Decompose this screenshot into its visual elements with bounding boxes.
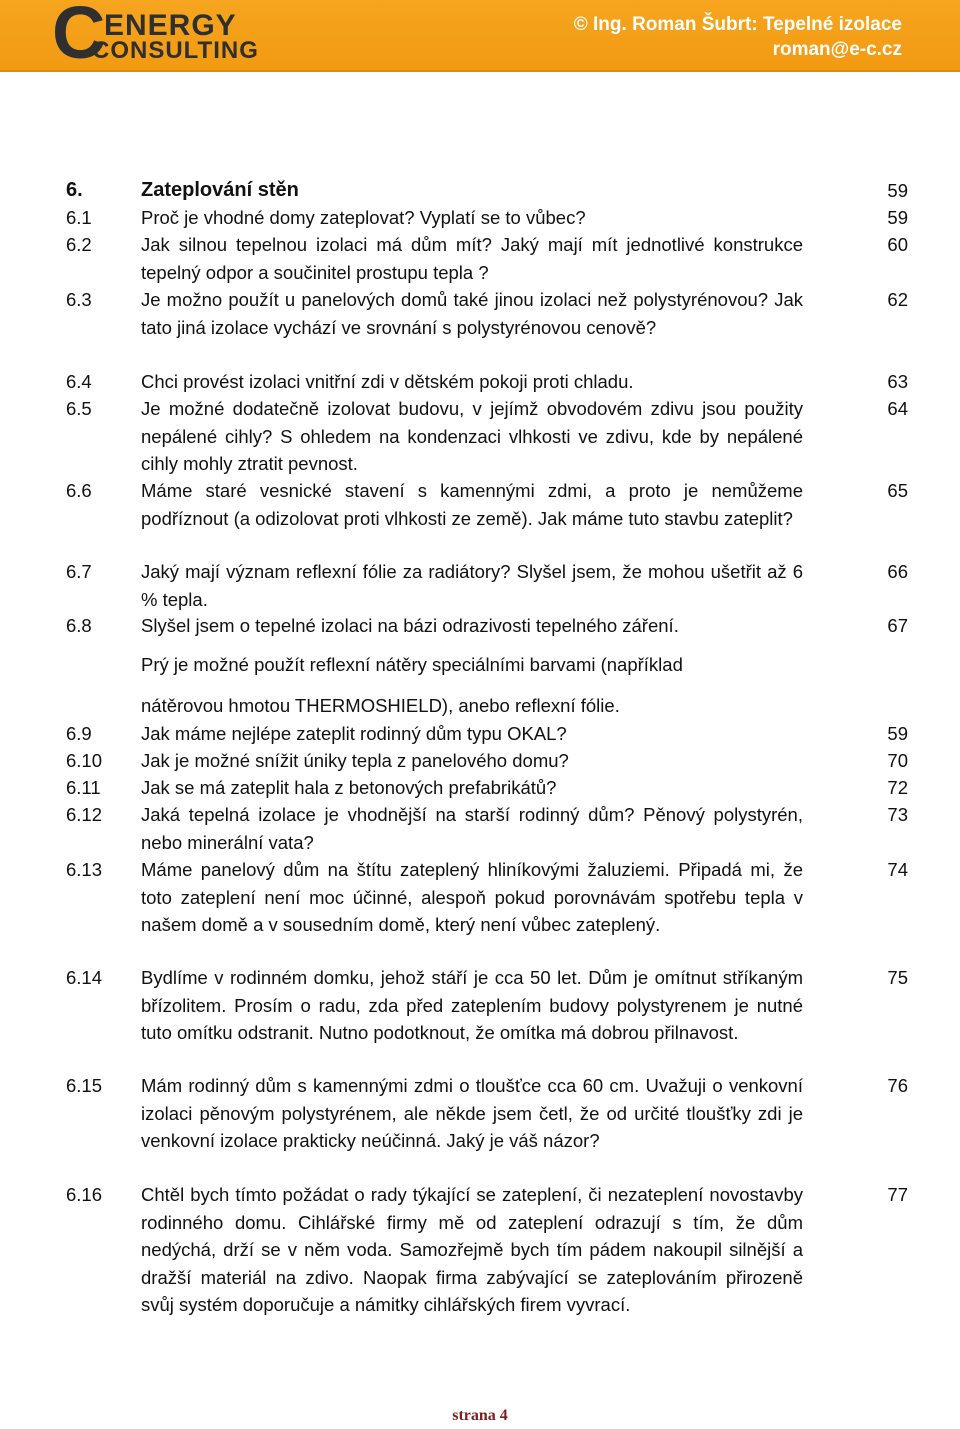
toc-title: Máme staré vesnické stavení s kamennými zdmi, a proto je nemůžeme podříznout (a odizolovat proti vlhkosti ze země). Jak máme tuto stavbu zateplit? — [141, 480, 803, 529]
toc-page: 74 — [887, 859, 908, 880]
company-logo — [52, 0, 259, 74]
toc-page: 67 — [887, 615, 908, 636]
header-email: roman@e-c.cz — [772, 39, 902, 60]
toc-page: 64 — [887, 398, 908, 419]
toc-title: Chtěl bych tímto požádat o rady týkající se zateplení, či nezateplení novostavby rodinného domu. Cihlářské firmy mě od zateplení odrazují s tím, že dům nedýchá, drží se v něm voda. Samozřejmě bych tím pádem nakoupil silnější a dražší materiál na zdivo. Naopak firma zabývající se zateplováním přirozeně svůj systém doporučuje a námitky cihlářských firem vyvrací. — [141, 1184, 803, 1315]
toc-number: 6.13 — [66, 859, 103, 880]
toc-title: Jak silnou tepelnou izolaci má dům mít? Jaký mají mít jednotlivé konstrukce tepelný odpor a součinitel prostupu tepla ? — [141, 234, 803, 283]
toc-title: Jaký mají význam reflexní fólie za radiátory? Slyšel jsem, že mohou ušetřit až 6 % tepla. — [141, 561, 803, 610]
toc-number: 6.8 — [66, 615, 92, 636]
toc-page: 63 — [887, 371, 908, 392]
toc-number: 6.12 — [66, 804, 103, 825]
toc-number: 6. — [66, 179, 83, 201]
toc-title: Je možné dodatečně izolovat budovu, v jejímž obvodovém zdivu jsou použity nepálené cihly? S ohledem na kondenzaci vlhkosti ve zdivu, kde by nepálené cihly mohly ztratit pevnost. — [141, 398, 803, 474]
toc-title: Proč je vhodné domy zateplovat? Vyplatí se to vůbec? — [141, 207, 586, 228]
toc-number: 6.3 — [66, 289, 92, 310]
toc-number: 6.6 — [66, 480, 92, 501]
toc-page: 59 — [887, 207, 908, 228]
toc-title: Slyšel jsem o tepelné izolaci na bázi odrazivosti tepelného záření. — [141, 615, 679, 636]
toc-title: Jaká tepelná izolace je vhodnější na starší rodinný dům? Pěnový polystyrén, nebo minerální vata? — [141, 804, 803, 853]
toc-number: 6.14 — [66, 967, 103, 988]
toc-title: Zateplování stěn — [141, 179, 299, 201]
toc-page: 76 — [887, 1075, 908, 1096]
toc-title: Bydlíme v rodinném domku, jehož stáří je cca 50 let. Dům je omítnut stříkaným břízolitem. Prosím o radu, zda před zateplením budovy polystyrenem je nutné tuto omítku odstranit. Nutno podotknout, že omítka má dobrou přilnavost. — [141, 967, 803, 1043]
toc-title: Chci provést izolaci vnitřní zdi v dětském pokoji proti chladu. — [141, 371, 634, 392]
toc-page: 59 — [887, 180, 908, 201]
toc-number: 6.4 — [66, 371, 92, 392]
toc-page: 72 — [887, 777, 908, 798]
toc-number: 6.7 — [66, 561, 92, 582]
logo-word-consulting: CONSULTING — [92, 37, 259, 64]
toc-page: 75 — [887, 967, 908, 988]
toc-page: 70 — [887, 750, 908, 771]
toc-page: 66 — [887, 561, 908, 582]
page-number-footer: strana 4 — [452, 1407, 508, 1424]
toc-title: Mám rodinný dům s kamennými zdmi o tloušťce cca 60 cm. Uvažuji o venkovní izolaci pěnovým polystyrénem, ale někde jsem četl, že od určité tloušťky zdi je venkovní izolace prakticky neúčinná. Jaký je váš názor? — [141, 1075, 803, 1151]
toc-number: 6.5 — [66, 398, 92, 419]
toc-number: 6.9 — [66, 723, 92, 744]
toc-page: 73 — [887, 804, 908, 825]
toc-page: 60 — [887, 234, 908, 255]
toc-page: 77 — [887, 1184, 908, 1205]
header-author: © Ing. Roman Šubrt: Tepelné izolace — [573, 14, 902, 35]
toc-title: Jak je možné snížit úniky tepla z panelového domu? — [141, 750, 569, 771]
toc-number: 6.10 — [66, 750, 103, 771]
toc-title: Máme panelový dům na štítu zateplený hliníkovými žaluziemi. Připadá mi, že toto zateplení není moc účinné, alespoň pokud porovnávám spotřebu tepla v našem domě a v sousedním domě, který není vůbec zateplený. — [141, 859, 803, 935]
toc-number: 6.15 — [66, 1075, 103, 1096]
toc-number: 6.16 — [66, 1184, 103, 1205]
logo-word-energy: ENERGY — [104, 9, 237, 42]
toc-page: 62 — [887, 289, 908, 310]
header-banner — [0, 0, 960, 72]
toc-number: 6.2 — [66, 234, 92, 255]
toc-page: 65 — [887, 480, 908, 501]
toc-title: Jak se má zateplit hala z betonových prefabrikátů? — [141, 777, 557, 798]
toc-number: 6.1 — [66, 207, 92, 228]
toc-title-continuation: nátěrovou hmotou THERMOSHIELD), anebo reflexní fólie. — [141, 695, 620, 716]
toc-page: 59 — [887, 723, 908, 744]
logo-initial: C — [52, 0, 106, 74]
toc-number: 6.11 — [66, 777, 101, 798]
toc-title: Jak máme nejlépe zateplit rodinný dům typu OKAL? — [141, 723, 567, 744]
toc-title: Je možno použít u panelových domů také jinou izolaci než polystyrénovou? Jak tato jiná izolace vychází ve srovnání s polystyrénovou cenově? — [141, 289, 803, 338]
toc-title-continuation: Prý je možné použít reflexní nátěry speciálními barvami (například — [141, 654, 683, 675]
